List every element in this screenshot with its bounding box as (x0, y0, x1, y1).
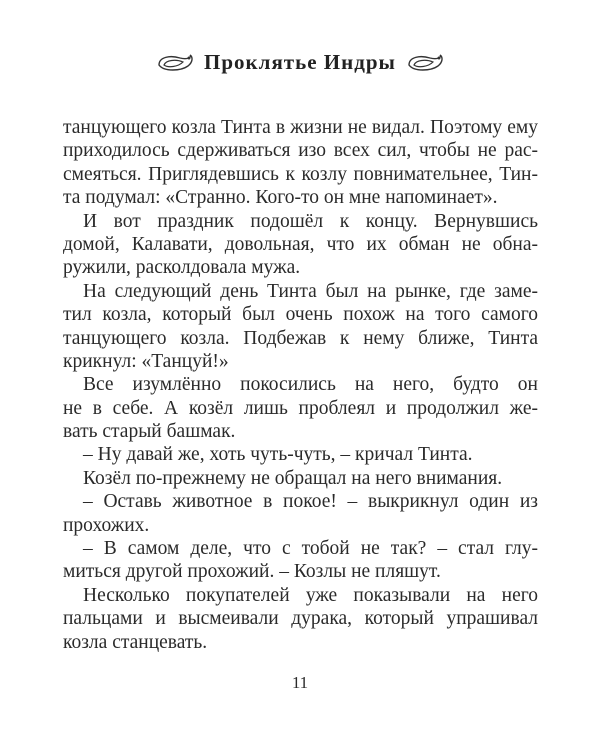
paragraph (63, 116, 538, 210)
text-line: танцующего козла. Подбежав к нему ближе, Тинта (63, 327, 538, 349)
text-line: На следующий день Тинта был на рынке, где заме- (83, 280, 538, 302)
text-line: – В самом деле, что с тобой не так? – стал глу- (83, 538, 538, 560)
text-line: Козёл по-прежнему не обращал на него внимания. (83, 467, 503, 489)
text-line: И вот праздник подошёл к концу. Вернувшись (83, 210, 538, 232)
paragraph (63, 280, 538, 374)
text-line: тил козла, который был очень похож на того самого (63, 304, 538, 326)
text-line: не в себе. А козёл лишь проблеял и продолжил же- (63, 397, 538, 419)
paragraph (63, 443, 538, 466)
text-line: Все изумлённо покосились на него, будто он (83, 374, 538, 396)
text-line: крикнул: «Танцуй!» (63, 350, 229, 372)
paragraph (63, 537, 538, 584)
paisley-right-icon (406, 53, 444, 73)
text-line: козла станцевать. (63, 631, 208, 653)
text-line: миться другой прохожий. – Козлы не пляшут. (63, 561, 441, 583)
paragraph (63, 584, 538, 654)
running-header (0, 50, 600, 75)
text-line: Несколько покупателей уже показывали на него (83, 584, 538, 606)
page-number: 11 (291, 673, 309, 692)
text-line: приходилось сдерживаться изо всех сил, чтобы не рас- (63, 140, 538, 162)
paragraph (63, 210, 538, 280)
text-line: – Оставь животное в покое! – выкрикнул один из (83, 491, 538, 513)
text-line: – Ну давай же, хоть чуть-чуть, – кричал Тинта. (83, 444, 473, 466)
text-line: танцующего козла Тинта в жизни не видал. Поэтому ему (63, 117, 538, 138)
text-line: та подумал: «Странно. Кого-то он мне напоминает». (63, 187, 498, 209)
paragraph (63, 490, 538, 537)
paragraph (63, 373, 538, 443)
text-line: пальцами и высмеивали дурака, который упрашивал (63, 608, 538, 630)
text-line: вать старый башмак. (63, 421, 236, 443)
book-title: Проклятье Индры (204, 50, 396, 74)
text-line: прохожих. (63, 514, 150, 536)
text-line: смеяться. Приглядевшись к козлу повнимательнее, Тин- (63, 163, 538, 185)
body-text (63, 116, 538, 654)
text-line: домой, Калавати, довольная, что их обман не обна- (63, 233, 538, 255)
text-line: ружили, расколдовала мужа. (63, 257, 301, 279)
paragraph (63, 467, 538, 490)
paisley-left-icon (156, 53, 194, 73)
